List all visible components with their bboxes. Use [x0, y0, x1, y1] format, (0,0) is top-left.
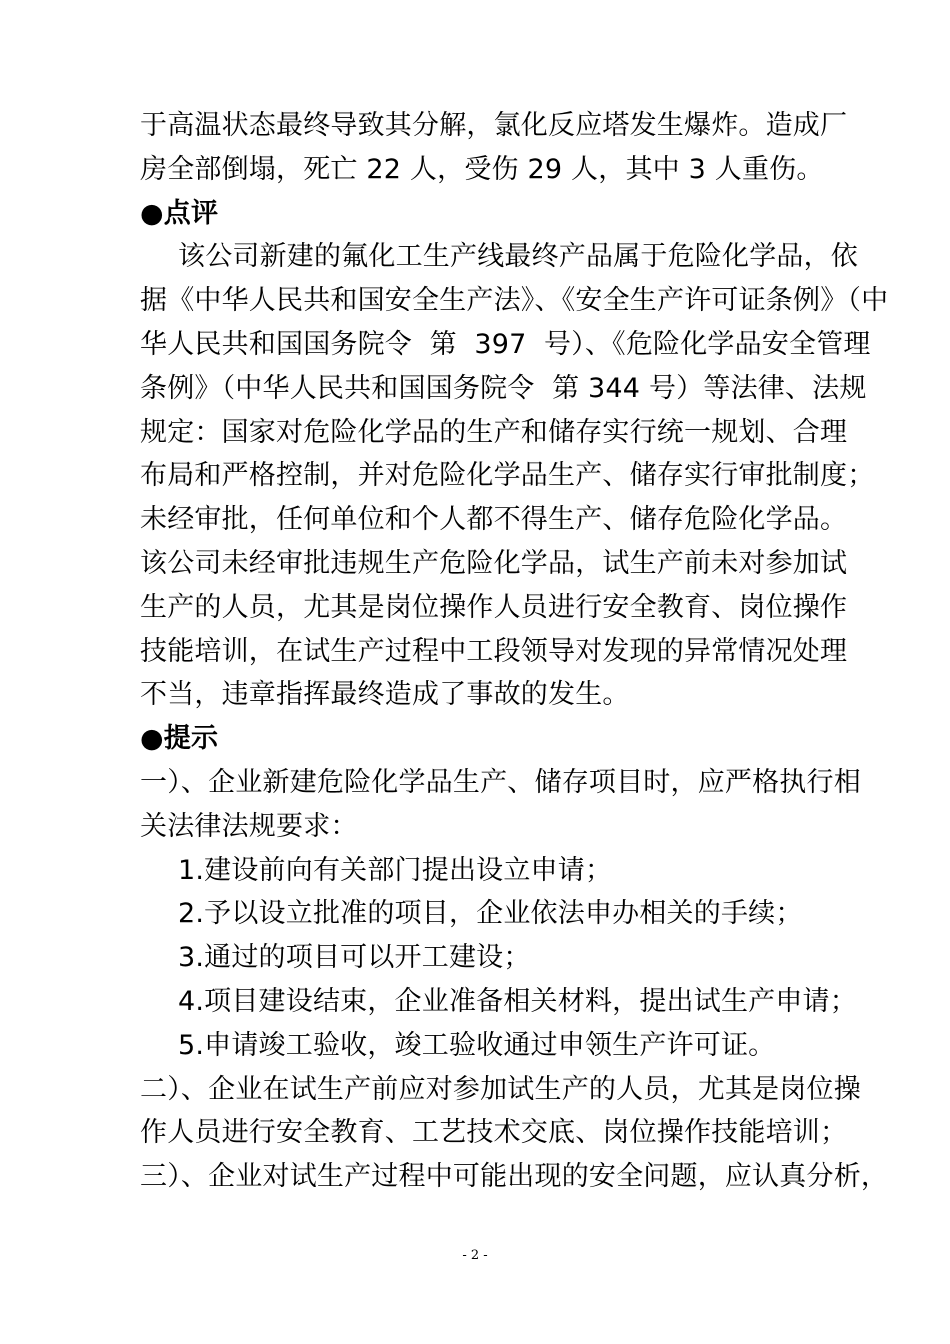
body-line: 不当，违章指挥最终造成了事故的发生。 — [140, 679, 630, 711]
section-heading-tips: ●提示 — [140, 723, 219, 755]
list-item: 3.通过的项目可以开工建设； — [178, 942, 531, 974]
body-line: 技能培训，在试生产过程中工段领导对发现的异常情况处理 — [140, 635, 848, 667]
list-item: 5.申请竣工验收，竣工验收通过申领生产许可证。 — [178, 1029, 776, 1061]
body-line: 作人员进行安全教育、工艺技术交底、岗位操作技能培训； — [140, 1117, 848, 1149]
body-line: 布局和严格控制，并对危险化学品生产、储存实行审批制度； — [140, 460, 875, 492]
list-item: 4.项目建设结束，企业准备相关材料，提出试生产申请； — [178, 985, 857, 1017]
body-line: 华人民共和国国务院令 第 397 号）、《危险化学品安全管理 — [140, 328, 871, 360]
body-line: 二）、企业在试生产前应对参加试生产的人员，尤其是岗位操 — [140, 1073, 861, 1105]
list-item: 2.予以设立批准的项目，企业依法申办相关的手续； — [178, 898, 803, 930]
document-page — [140, 104, 889, 1199]
body-line: 据《中华人民共和国安全生产法》、《安全生产许可证条例》（中 — [140, 285, 889, 317]
body-line: 生产的人员，尤其是岗位操作人员进行安全教育、岗位操作 — [140, 591, 848, 623]
section-heading-review: ●点评 — [140, 197, 219, 229]
body-line: 规定：国家对危险化学品的生产和储存实行统一规划、合理 — [140, 416, 848, 448]
body-line: 该公司未经审批违规生产危险化学品，试生产前未对参加试 — [140, 547, 848, 579]
page-number: - 2 - — [462, 1248, 488, 1263]
body-line: 一）、企业新建危险化学品生产、储存项目时，应严格执行相 — [140, 766, 861, 798]
body-line: 房全部倒塌，死亡 22 人，受伤 29 人，其中 3 人重伤。 — [140, 153, 824, 185]
body-line: 三）、企业对试生产过程中可能出现的安全问题，应认真分析， — [140, 1161, 889, 1193]
list-item: 1.建设前向有关部门提出设立申请； — [178, 854, 613, 886]
body-line: 该公司新建的氟化工生产线最终产品属于危险化学品，依 — [178, 241, 858, 273]
body-line: 于高温状态最终导致其分解，氯化反应塔发生爆炸。造成厂 — [140, 110, 848, 141]
body-line: 未经审批，任何单位和个人都不得生产、储存危险化学品。 — [140, 504, 848, 536]
body-line: 关法律法规要求： — [140, 810, 358, 842]
body-line: 条例》（中华人民共和国国务院令 第 344 号）等法律、法规 — [140, 372, 867, 404]
